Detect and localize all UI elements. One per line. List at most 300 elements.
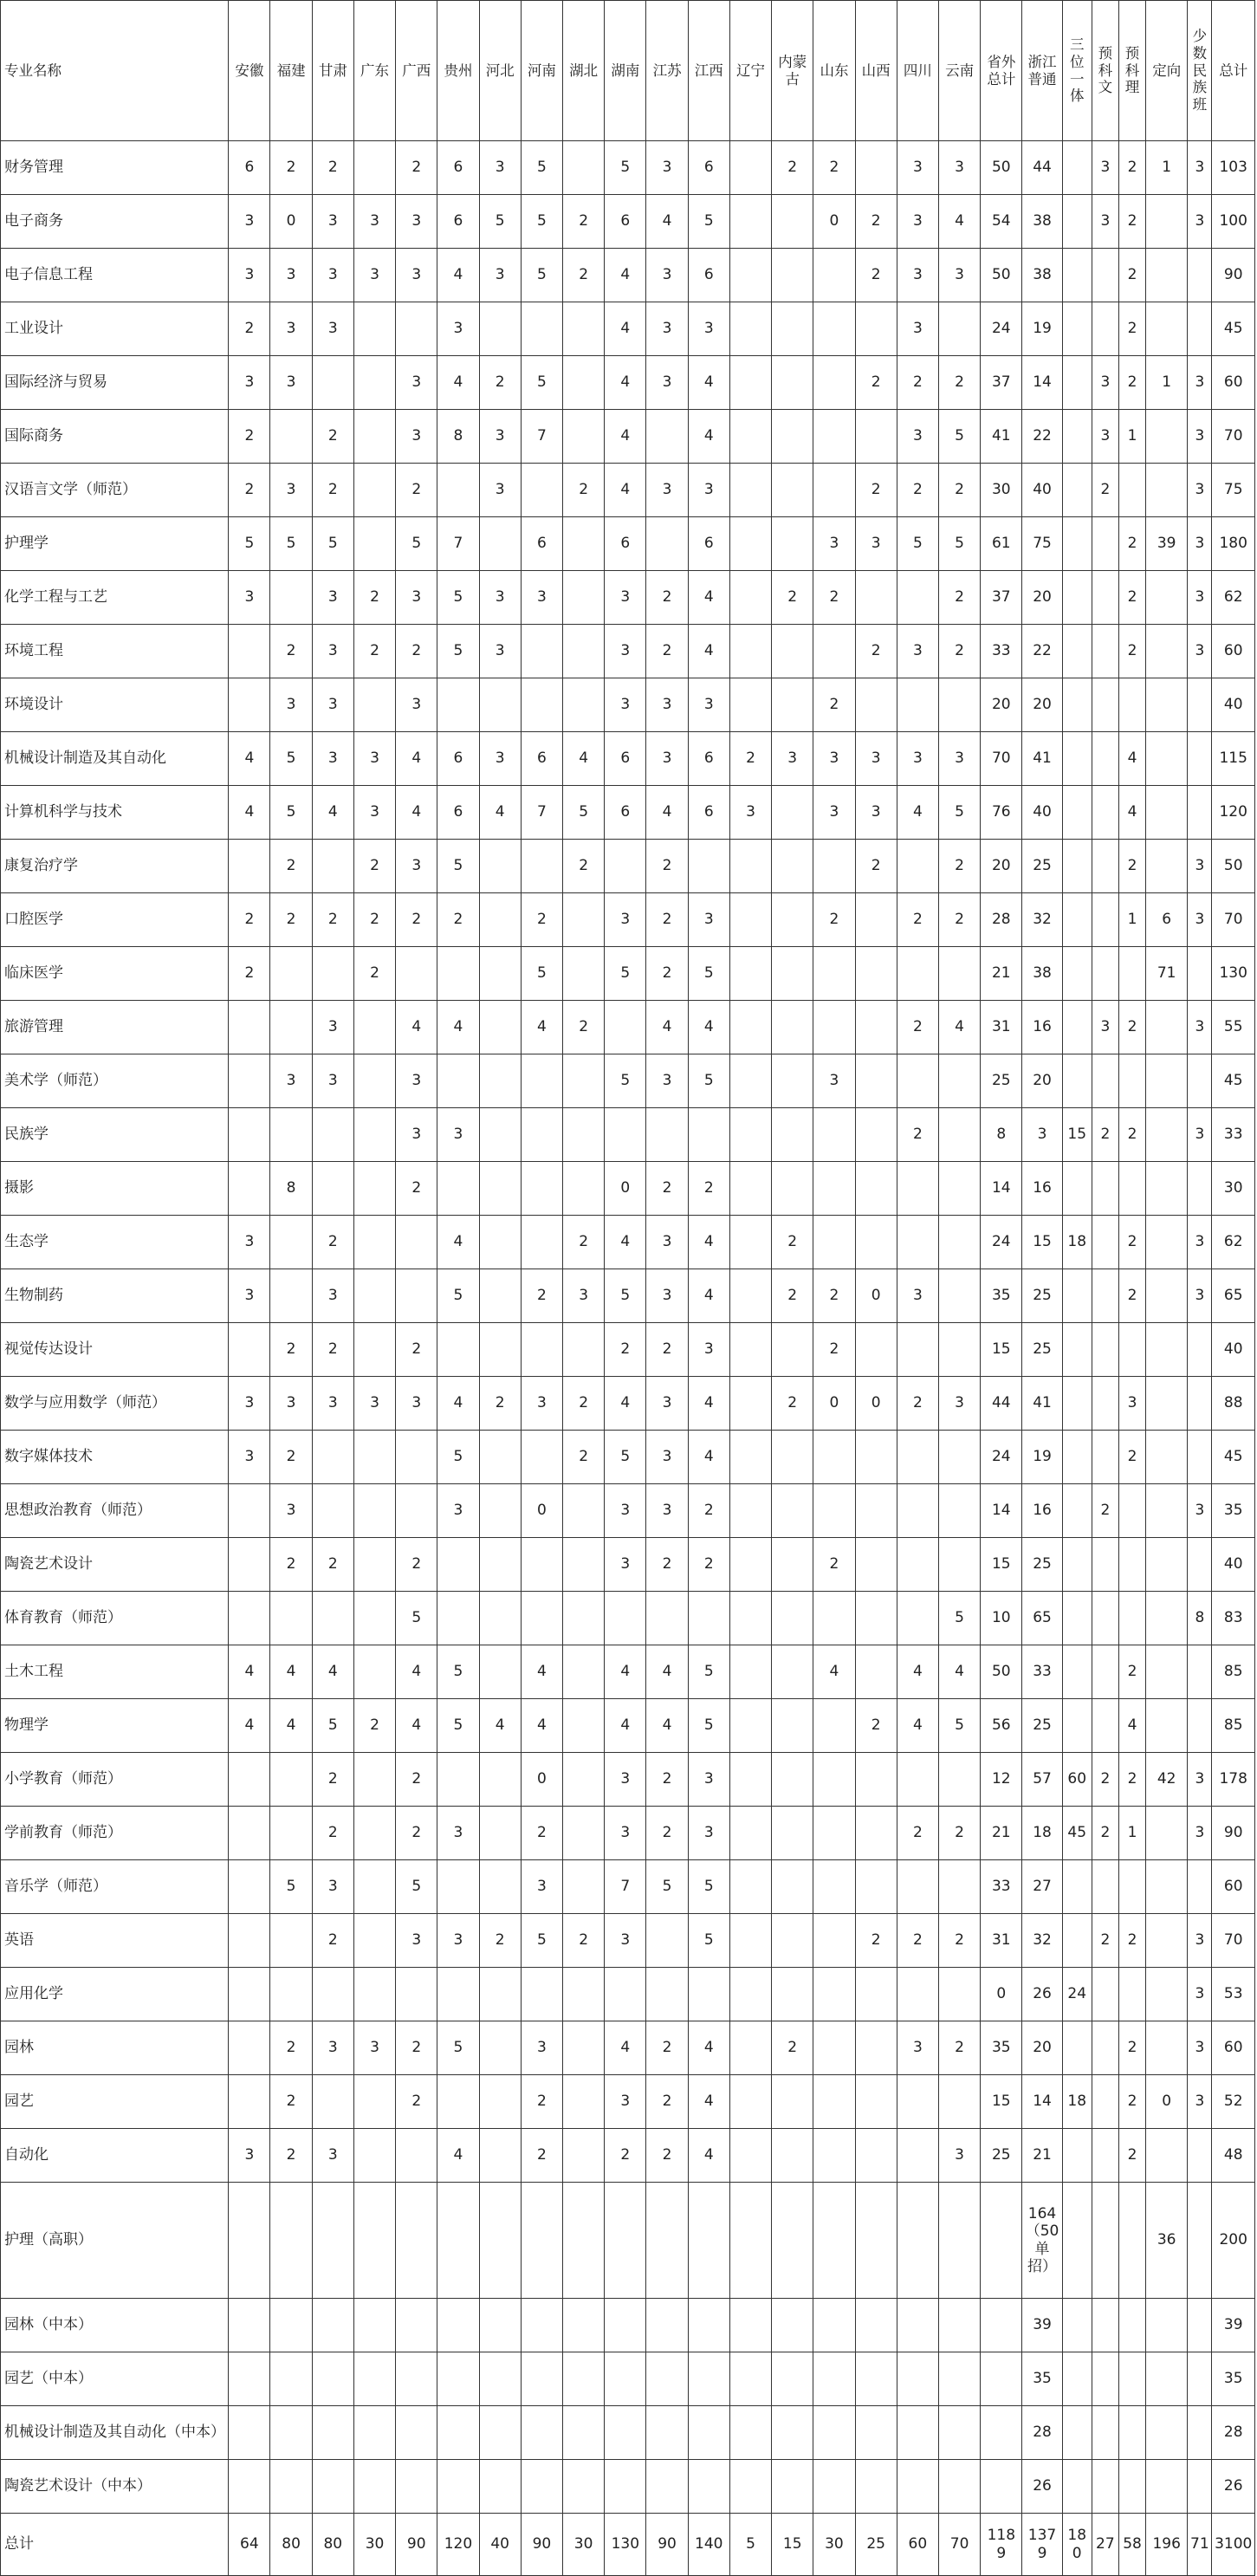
value-cell: 2	[396, 464, 437, 517]
value-cell: 16	[1022, 1001, 1062, 1054]
value-cell: 4	[646, 1001, 688, 1054]
value-cell: 30	[813, 2514, 855, 2576]
value-cell: 3	[1188, 571, 1212, 625]
header-cell: 预科理	[1118, 1, 1145, 141]
value-cell: 2	[1092, 1807, 1118, 1860]
value-cell	[312, 1592, 353, 1645]
value-cell: 2	[1118, 1431, 1145, 1484]
major-name-cell: 音乐学（师范）	[1, 1860, 229, 1914]
value-cell: 75	[1022, 517, 1062, 571]
value-cell	[1062, 141, 1092, 195]
value-cell: 2	[813, 141, 855, 195]
value-cell	[479, 1323, 521, 1377]
value-cell: 50	[981, 249, 1022, 302]
value-cell: 3	[396, 249, 437, 302]
value-cell	[646, 2299, 688, 2352]
major-name-cell: 园林（中本）	[1, 2299, 229, 2352]
value-cell: 2	[312, 1753, 353, 1807]
value-cell	[897, 1860, 938, 1914]
value-cell: 4	[646, 1699, 688, 1753]
value-cell: 19	[1022, 1431, 1062, 1484]
value-cell: 3	[229, 2129, 270, 2183]
value-cell: 3	[479, 571, 521, 625]
value-cell: 0	[981, 1968, 1022, 2021]
value-cell: 3	[688, 464, 729, 517]
value-cell	[813, 1807, 855, 1860]
value-cell	[1188, 2183, 1212, 2299]
value-cell	[1092, 2021, 1118, 2075]
value-cell	[1118, 1968, 1145, 2021]
value-cell	[1092, 2406, 1118, 2460]
value-cell	[729, 2021, 771, 2075]
value-cell	[813, 2406, 855, 2460]
value-cell: 3	[646, 1216, 688, 1269]
value-cell: 27	[1092, 2514, 1118, 2576]
value-cell: 6	[437, 141, 479, 195]
value-cell: 3	[270, 464, 312, 517]
value-cell	[1188, 2129, 1212, 2183]
value-cell: 16	[1022, 1162, 1062, 1216]
value-cell: 40	[1212, 1323, 1255, 1377]
value-cell	[897, 678, 938, 732]
value-cell: 2	[396, 1323, 437, 1377]
value-cell	[1092, 2129, 1118, 2183]
value-cell	[855, 2183, 897, 2299]
value-cell	[855, 1753, 897, 1807]
value-cell	[688, 840, 729, 893]
value-cell: 37	[981, 356, 1022, 410]
value-cell: 2	[312, 1807, 353, 1860]
value-cell	[897, 1431, 938, 1484]
value-cell: 52	[1212, 2075, 1255, 2129]
value-cell	[772, 1054, 813, 1108]
value-cell: 45	[1062, 1807, 1092, 1860]
value-cell: 3	[605, 678, 646, 732]
value-cell: 2	[521, 1269, 562, 1323]
value-cell: 5	[270, 517, 312, 571]
table-row	[1, 1699, 1255, 1753]
value-cell: 35	[1212, 1484, 1255, 1538]
value-cell: 3	[1188, 2021, 1212, 2075]
major-name-cell: 临床医学	[1, 947, 229, 1001]
value-cell: 3	[312, 1269, 353, 1323]
value-cell: 18	[1022, 1807, 1062, 1860]
value-cell	[1146, 1860, 1188, 1914]
value-cell: 4	[688, 571, 729, 625]
value-cell: 15	[981, 1538, 1022, 1592]
value-cell: 40	[1022, 464, 1062, 517]
value-cell: 2	[353, 571, 395, 625]
value-cell: 4	[1118, 786, 1145, 840]
value-cell	[1092, 1323, 1118, 1377]
value-cell	[855, 302, 897, 356]
value-cell: 6	[688, 249, 729, 302]
value-cell	[1188, 2352, 1212, 2406]
value-cell	[1092, 2075, 1118, 2129]
value-cell: 4	[605, 1377, 646, 1431]
value-cell	[1146, 1645, 1188, 1699]
table-row	[1, 893, 1255, 947]
value-cell	[729, 678, 771, 732]
value-cell	[229, 2460, 270, 2514]
value-cell	[312, 1162, 353, 1216]
value-cell	[1188, 1377, 1212, 1431]
value-cell	[772, 2352, 813, 2406]
value-cell	[1062, 2299, 1092, 2352]
value-cell	[521, 1108, 562, 1162]
value-cell: 3	[521, 571, 562, 625]
value-cell	[437, 2075, 479, 2129]
value-cell	[1146, 302, 1188, 356]
value-cell: 30	[353, 2514, 395, 2576]
value-cell: 2	[772, 1216, 813, 1269]
value-cell	[229, 2075, 270, 2129]
value-cell	[353, 1431, 395, 1484]
value-cell	[479, 678, 521, 732]
major-name-cell: 自动化	[1, 2129, 229, 2183]
value-cell: 24	[981, 302, 1022, 356]
value-cell: 2	[813, 893, 855, 947]
value-cell: 24	[981, 1216, 1022, 1269]
value-cell: 2	[563, 195, 605, 249]
value-cell: 0	[855, 1377, 897, 1431]
value-cell: 4	[688, 356, 729, 410]
value-cell	[479, 1753, 521, 1807]
value-cell: 5	[312, 517, 353, 571]
value-cell: 2	[772, 571, 813, 625]
value-cell: 2	[646, 1323, 688, 1377]
value-cell: 2	[396, 1538, 437, 1592]
value-cell: 3	[437, 1807, 479, 1860]
value-cell	[1092, 1431, 1118, 1484]
table-row	[1, 1431, 1255, 1484]
value-cell: 120	[1212, 786, 1255, 840]
value-cell	[772, 302, 813, 356]
value-cell: 2	[563, 1001, 605, 1054]
table-row	[1, 249, 1255, 302]
value-cell: 7	[605, 1860, 646, 1914]
header-cell: 贵州	[437, 1, 479, 141]
value-cell: 15	[1062, 1108, 1092, 1162]
value-cell: 3	[1188, 517, 1212, 571]
value-cell: 6	[605, 517, 646, 571]
value-cell	[270, 1269, 312, 1323]
value-cell	[938, 1431, 980, 1484]
value-cell: 4	[437, 1001, 479, 1054]
major-name-cell: 学前教育（师范）	[1, 1807, 229, 1860]
value-cell: 2	[563, 840, 605, 893]
major-name-cell: 电子信息工程	[1, 249, 229, 302]
value-cell: 35	[1212, 2352, 1255, 2406]
value-cell: 3	[646, 249, 688, 302]
value-cell: 2	[646, 1538, 688, 1592]
value-cell: 3	[353, 195, 395, 249]
value-cell	[270, 1108, 312, 1162]
value-cell: 3	[1092, 410, 1118, 464]
value-cell	[772, 1592, 813, 1645]
value-cell	[563, 1753, 605, 1807]
value-cell	[772, 1162, 813, 1216]
value-cell	[521, 2460, 562, 2514]
value-cell: 4	[688, 1001, 729, 1054]
value-cell	[563, 2075, 605, 2129]
value-cell: 35	[981, 2021, 1022, 2075]
value-cell	[729, 1216, 771, 1269]
value-cell: 8	[1188, 1592, 1212, 1645]
header-cell: 山西	[855, 1, 897, 141]
value-cell: 4	[897, 1645, 938, 1699]
value-cell	[938, 2299, 980, 2352]
value-cell	[772, 1699, 813, 1753]
value-cell	[1062, 517, 1092, 571]
value-cell: 4	[688, 410, 729, 464]
major-name-cell: 民族学	[1, 1108, 229, 1162]
value-cell	[1118, 2183, 1145, 2299]
value-cell	[729, 1162, 771, 1216]
value-cell: 6	[605, 732, 646, 786]
value-cell	[938, 1108, 980, 1162]
table-row	[1, 1001, 1255, 1054]
value-cell	[1146, 2352, 1188, 2406]
value-cell: 33	[1212, 1108, 1255, 1162]
value-cell	[563, 625, 605, 678]
value-cell	[270, 947, 312, 1001]
major-name-cell: 总计	[1, 2514, 229, 2576]
major-name-cell: 生态学	[1, 1216, 229, 1269]
value-cell: 4	[396, 786, 437, 840]
value-cell	[1188, 1860, 1212, 1914]
value-cell: 20	[1022, 2021, 1062, 2075]
value-cell	[353, 2460, 395, 2514]
value-cell: 2	[1118, 2129, 1145, 2183]
value-cell	[938, 1753, 980, 1807]
value-cell	[1146, 410, 1188, 464]
major-name-cell: 计算机科学与技术	[1, 786, 229, 840]
value-cell	[813, 1592, 855, 1645]
value-cell: 6	[605, 786, 646, 840]
value-cell: 3	[605, 1753, 646, 1807]
value-cell: 2	[855, 195, 897, 249]
value-cell	[312, 2352, 353, 2406]
value-cell: 2	[605, 2129, 646, 2183]
value-cell: 4	[938, 1645, 980, 1699]
header-cell: 辽宁	[729, 1, 771, 141]
value-cell	[813, 2075, 855, 2129]
value-cell	[1118, 1538, 1145, 1592]
value-cell	[729, 2460, 771, 2514]
value-cell: 2	[646, 947, 688, 1001]
value-cell: 3	[479, 732, 521, 786]
value-cell: 0	[855, 1269, 897, 1323]
value-cell	[270, 1753, 312, 1807]
value-cell: 15	[981, 1323, 1022, 1377]
value-cell: 40	[1212, 678, 1255, 732]
header-cell: 三位一体	[1062, 1, 1092, 141]
value-cell: 26	[1022, 2460, 1062, 2514]
value-cell: 130	[605, 2514, 646, 2576]
value-cell: 4	[521, 1645, 562, 1699]
major-name-cell: 环境工程	[1, 625, 229, 678]
value-cell	[479, 2021, 521, 2075]
value-cell	[813, 1968, 855, 2021]
value-cell	[772, 2129, 813, 2183]
value-cell: 4	[605, 464, 646, 517]
value-cell	[855, 1968, 897, 2021]
value-cell	[521, 1431, 562, 1484]
value-cell: 2	[563, 249, 605, 302]
value-cell: 4	[688, 2021, 729, 2075]
value-cell	[563, 410, 605, 464]
value-cell	[353, 1162, 395, 1216]
value-cell	[729, 625, 771, 678]
value-cell: 3	[1092, 195, 1118, 249]
value-cell	[729, 195, 771, 249]
value-cell: 2	[897, 464, 938, 517]
value-cell	[729, 141, 771, 195]
value-cell	[855, 1216, 897, 1269]
value-cell: 20	[981, 840, 1022, 893]
value-cell: 3	[479, 410, 521, 464]
value-cell	[270, 1914, 312, 1968]
value-cell	[353, 1323, 395, 1377]
value-cell	[1118, 1592, 1145, 1645]
value-cell	[813, 302, 855, 356]
value-cell: 3	[605, 2075, 646, 2129]
table-row	[1, 1807, 1255, 1860]
value-cell	[729, 356, 771, 410]
value-cell	[729, 1860, 771, 1914]
value-cell: 70	[981, 732, 1022, 786]
value-cell: 10	[981, 1592, 1022, 1645]
value-cell	[729, 1699, 771, 1753]
value-cell: 6	[688, 517, 729, 571]
value-cell	[353, 1538, 395, 1592]
value-cell	[938, 1323, 980, 1377]
value-cell	[897, 571, 938, 625]
value-cell: 2	[270, 2021, 312, 2075]
value-cell: 120	[437, 2514, 479, 2576]
table-row	[1, 947, 1255, 1001]
value-cell: 2	[855, 840, 897, 893]
value-cell: 2	[521, 1807, 562, 1860]
value-cell: 4	[437, 2129, 479, 2183]
value-cell: 3	[646, 1054, 688, 1108]
value-cell	[1062, 2460, 1092, 2514]
value-cell: 140	[688, 2514, 729, 2576]
value-cell: 5	[437, 571, 479, 625]
value-cell	[229, 2352, 270, 2406]
value-cell	[229, 1162, 270, 1216]
value-cell	[479, 1054, 521, 1108]
major-name-cell: 思想政治教育（师范）	[1, 1484, 229, 1538]
total-row	[1, 2514, 1255, 2576]
value-cell: 3	[1188, 195, 1212, 249]
value-cell: 2	[1118, 1753, 1145, 1807]
value-cell	[729, 1001, 771, 1054]
value-cell	[772, 840, 813, 893]
value-cell: 2	[688, 1162, 729, 1216]
value-cell: 4	[605, 302, 646, 356]
value-cell	[479, 1484, 521, 1538]
value-cell	[938, 302, 980, 356]
value-cell	[897, 2183, 938, 2299]
value-cell: 2	[938, 1807, 980, 1860]
value-cell: 39	[1146, 517, 1188, 571]
value-cell: 2	[229, 410, 270, 464]
major-name-cell: 护理（高职）	[1, 2183, 229, 2299]
value-cell	[646, 2183, 688, 2299]
value-cell	[312, 2460, 353, 2514]
value-cell: 4	[688, 2129, 729, 2183]
value-cell: 3	[646, 678, 688, 732]
value-cell: 3	[1188, 1216, 1212, 1269]
value-cell	[563, 2460, 605, 2514]
value-cell	[729, 1753, 771, 1807]
value-cell: 4	[688, 625, 729, 678]
value-cell	[229, 1860, 270, 1914]
value-cell: 4	[563, 732, 605, 786]
value-cell	[229, 2021, 270, 2075]
value-cell: 3	[1188, 1914, 1212, 1968]
value-cell	[981, 2299, 1022, 2352]
value-cell: 8	[270, 1162, 312, 1216]
value-cell	[396, 2460, 437, 2514]
value-cell: 85	[1212, 1645, 1255, 1699]
value-cell	[813, 1753, 855, 1807]
value-cell: 3	[1188, 410, 1212, 464]
value-cell	[605, 1001, 646, 1054]
value-cell	[437, 947, 479, 1001]
value-cell: 2	[855, 625, 897, 678]
value-cell: 2	[897, 893, 938, 947]
value-cell	[229, 1592, 270, 1645]
value-cell	[729, 2183, 771, 2299]
table-row	[1, 678, 1255, 732]
value-cell: 71	[1146, 947, 1188, 1001]
value-cell	[938, 2352, 980, 2406]
value-cell: 5	[563, 786, 605, 840]
value-cell	[772, 195, 813, 249]
value-cell	[521, 1323, 562, 1377]
value-cell	[813, 1484, 855, 1538]
value-cell	[479, 2460, 521, 2514]
value-cell: 3	[312, 1860, 353, 1914]
value-cell: 80	[270, 2514, 312, 2576]
value-cell	[897, 2129, 938, 2183]
value-cell: 60	[1212, 356, 1255, 410]
value-cell	[646, 410, 688, 464]
value-cell: 3	[646, 141, 688, 195]
value-cell	[813, 2129, 855, 2183]
value-cell: 6	[437, 732, 479, 786]
value-cell: 3	[479, 464, 521, 517]
header-cell: 省外总计	[981, 1, 1022, 141]
value-cell: 38	[1022, 195, 1062, 249]
value-cell: 28	[1212, 2406, 1255, 2460]
value-cell	[521, 1054, 562, 1108]
value-cell	[396, 2406, 437, 2460]
value-cell	[312, 2075, 353, 2129]
value-cell	[1118, 1860, 1145, 1914]
value-cell: 4	[605, 1216, 646, 1269]
value-cell: 2	[396, 1162, 437, 1216]
header-cell: 河南	[521, 1, 562, 141]
value-cell: 4	[897, 1699, 938, 1753]
value-cell: 4	[605, 356, 646, 410]
header-cell: 安徽	[229, 1, 270, 141]
header-row	[1, 1, 1255, 141]
value-cell	[772, 2460, 813, 2514]
